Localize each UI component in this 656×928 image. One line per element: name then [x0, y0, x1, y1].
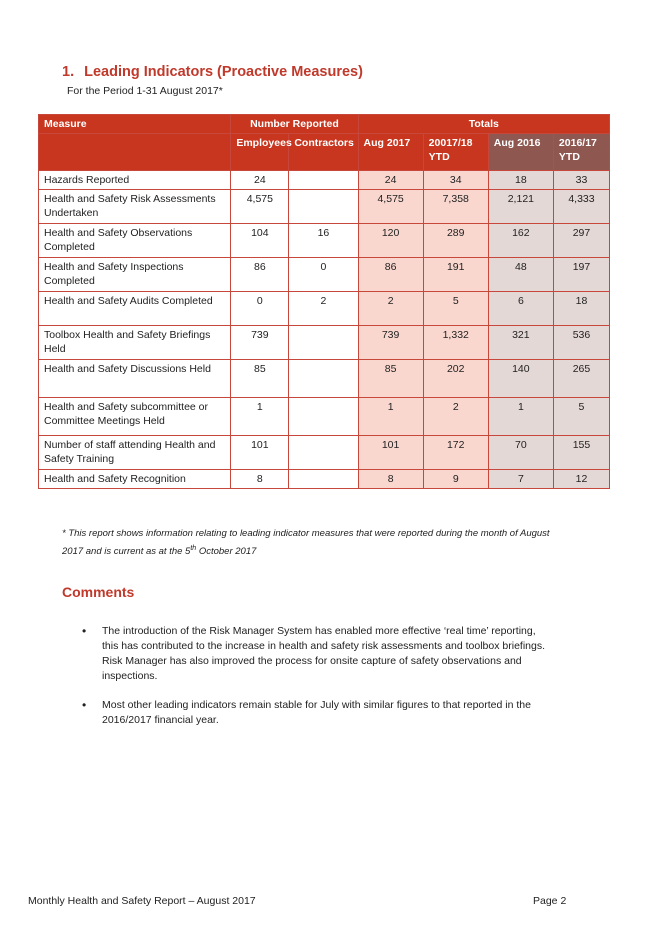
- header-blank: [39, 134, 231, 171]
- header-number-reported: Number Reported: [231, 115, 358, 134]
- period-subtitle: For the Period 1-31 August 2017*: [67, 85, 223, 97]
- cell-ytd-2016-17: 155: [553, 436, 609, 470]
- comments-list: [82, 624, 552, 742]
- header-contractors: Contractors: [289, 134, 358, 171]
- cell-ytd-2016-17: 33: [553, 171, 609, 190]
- cell-contractors: [289, 171, 358, 190]
- cell-contractors: [289, 360, 358, 398]
- cell-ytd-2017-18: 7,358: [423, 190, 488, 224]
- header-totals: Totals: [358, 115, 609, 134]
- footer-report-title: Monthly Health and Safety Report – August 2017: [28, 895, 256, 907]
- cell-aug-2017: 4,575: [358, 190, 423, 224]
- cell-ytd-2016-17: 197: [553, 258, 609, 292]
- cell-contractors: [289, 470, 358, 489]
- table-row: [39, 190, 610, 224]
- cell-ytd-2017-18: 202: [423, 360, 488, 398]
- cell-aug-2016: 48: [488, 258, 553, 292]
- cell-ytd-2016-17: 536: [553, 326, 609, 360]
- cell-measure: Hazards Reported: [39, 171, 231, 190]
- cell-ytd-2017-18: 191: [423, 258, 488, 292]
- comment-text: The introduction of the Risk Manager System has enabled more effective ‘real time’ reporting, this has contributed to the increase in health and safety risk assessments and toolbox briefings. Risk Manager has also improved the process for onsite capture of safety observations and inspections.: [102, 625, 545, 682]
- table-row: [39, 258, 610, 292]
- header-aug-2017: Aug 2017: [358, 134, 423, 171]
- comment-item: [82, 698, 552, 728]
- cell-ytd-2017-18: 9: [423, 470, 488, 489]
- cell-ytd-2017-18: 1,332: [423, 326, 488, 360]
- table-row: [39, 398, 610, 436]
- cell-ytd-2017-18: 5: [423, 292, 488, 326]
- footnote-date: October 2017: [196, 546, 257, 558]
- cell-employees: 1: [231, 398, 289, 436]
- cell-employees: 24: [231, 171, 289, 190]
- header-aug-2016: Aug 2016: [488, 134, 553, 171]
- cell-measure: Number of staff attending Health and Safety Training: [39, 436, 231, 470]
- table-row: [39, 326, 610, 360]
- table-row: [39, 171, 610, 190]
- comment-item: [82, 624, 552, 684]
- cell-aug-2016: 1: [488, 398, 553, 436]
- section-title: Leading Indicators (Proactive Measures): [84, 64, 363, 80]
- cell-measure: Health and Safety subcommittee or Committee Meetings Held: [39, 398, 231, 436]
- cell-ytd-2016-17: 297: [553, 224, 609, 258]
- footnote-text: * This report shows information relating to leading indicator measures that were reported during the month of August 2017 and is current as at the 5: [62, 528, 550, 558]
- cell-employees: 104: [231, 224, 289, 258]
- cell-aug-2017: 85: [358, 360, 423, 398]
- cell-contractors: 2: [289, 292, 358, 326]
- header-measure: Measure: [39, 115, 231, 134]
- cell-employees: 4,575: [231, 190, 289, 224]
- cell-ytd-2016-17: 12: [553, 470, 609, 489]
- cell-employees: 101: [231, 436, 289, 470]
- footnote-superscript: th: [190, 545, 197, 552]
- cell-employees: 8: [231, 470, 289, 489]
- cell-aug-2016: 6: [488, 292, 553, 326]
- cell-measure: Health and Safety Recognition: [39, 470, 231, 489]
- cell-measure: Health and Safety Audits Completed: [39, 292, 231, 326]
- footnote: [62, 526, 572, 559]
- cell-measure: Health and Safety Inspections Completed: [39, 258, 231, 292]
- table-row: [39, 224, 610, 258]
- bullet-icon: •: [82, 698, 87, 712]
- cell-ytd-2017-18: 172: [423, 436, 488, 470]
- cell-ytd-2016-17: 5: [553, 398, 609, 436]
- cell-aug-2016: 140: [488, 360, 553, 398]
- cell-employees: 739: [231, 326, 289, 360]
- table-row: [39, 470, 610, 489]
- header-ytd-2016-17: 2016/17 YTD: [553, 134, 609, 171]
- cell-aug-2016: 321: [488, 326, 553, 360]
- cell-contractors: [289, 190, 358, 224]
- table-row: [39, 360, 610, 398]
- cell-aug-2017: 1: [358, 398, 423, 436]
- cell-measure: Toolbox Health and Safety Briefings Held: [39, 326, 231, 360]
- cell-aug-2016: 162: [488, 224, 553, 258]
- cell-ytd-2016-17: 18: [553, 292, 609, 326]
- cell-aug-2017: 8: [358, 470, 423, 489]
- cell-aug-2017: 739: [358, 326, 423, 360]
- cell-contractors: [289, 326, 358, 360]
- cell-contractors: 0: [289, 258, 358, 292]
- cell-contractors: 16: [289, 224, 358, 258]
- cell-measure: Health and Safety Discussions Held: [39, 360, 231, 398]
- footer-page-number: Page 2: [533, 895, 567, 907]
- comment-text: Most other leading indicators remain stable for July with similar figures to that reported in the 2016/2017 financial year.: [102, 699, 531, 726]
- cell-measure: Health and Safety Observations Completed: [39, 224, 231, 258]
- cell-measure: Health and Safety Risk Assessments Undertaken: [39, 190, 231, 224]
- header-employees: Employees: [231, 134, 289, 171]
- cell-ytd-2017-18: 34: [423, 171, 488, 190]
- bullet-icon: •: [82, 624, 87, 638]
- header-ytd-2017-18: 20017/18 YTD: [423, 134, 488, 171]
- cell-aug-2017: 24: [358, 171, 423, 190]
- comments-heading: Comments: [62, 584, 135, 600]
- cell-aug-2016: 2,121: [488, 190, 553, 224]
- leading-indicators-table: [38, 114, 610, 489]
- cell-ytd-2016-17: 265: [553, 360, 609, 398]
- table-row: [39, 436, 610, 470]
- cell-employees: 85: [231, 360, 289, 398]
- cell-aug-2017: 86: [358, 258, 423, 292]
- table-row: [39, 292, 610, 326]
- cell-employees: 86: [231, 258, 289, 292]
- cell-ytd-2017-18: 289: [423, 224, 488, 258]
- cell-contractors: [289, 436, 358, 470]
- cell-aug-2017: 120: [358, 224, 423, 258]
- cell-aug-2016: 70: [488, 436, 553, 470]
- cell-contractors: [289, 398, 358, 436]
- section-number: 1.: [62, 64, 75, 80]
- section-heading: [62, 64, 363, 80]
- cell-aug-2017: 2: [358, 292, 423, 326]
- cell-ytd-2017-18: 2: [423, 398, 488, 436]
- cell-ytd-2016-17: 4,333: [553, 190, 609, 224]
- cell-employees: 0: [231, 292, 289, 326]
- cell-aug-2016: 7: [488, 470, 553, 489]
- cell-aug-2017: 101: [358, 436, 423, 470]
- cell-aug-2016: 18: [488, 171, 553, 190]
